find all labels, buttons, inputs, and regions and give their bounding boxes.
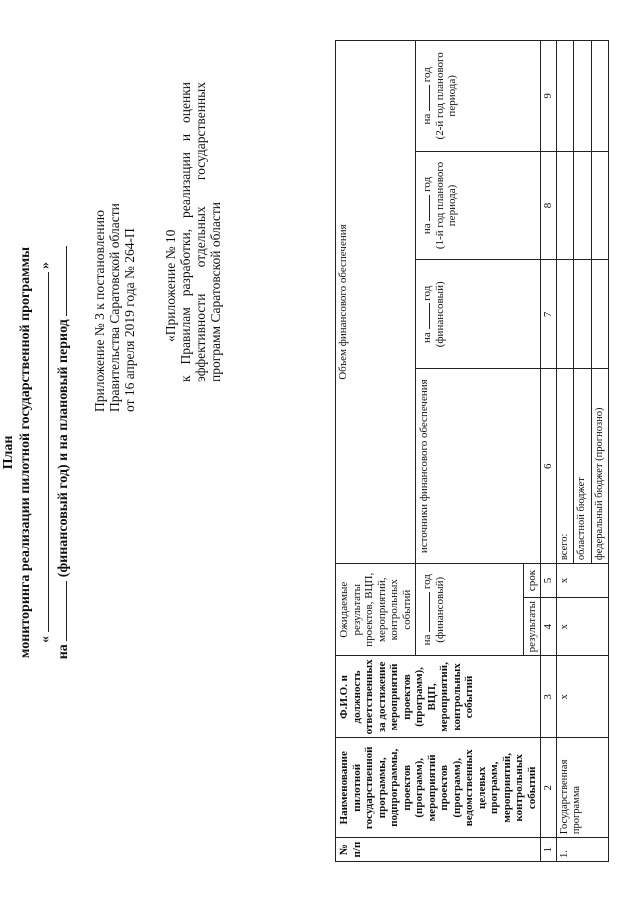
year-suffix: год xyxy=(421,176,433,192)
row-num: 1. xyxy=(556,838,609,862)
col-number: 2 xyxy=(541,738,557,838)
header-num: № п/п xyxy=(336,838,541,862)
year-note: (1-й год планового периода) xyxy=(433,161,458,250)
value-cell xyxy=(556,151,574,260)
table-row xyxy=(556,41,574,862)
col-number: 4 xyxy=(541,597,557,655)
row-results: х xyxy=(556,597,609,655)
document-title xyxy=(0,0,72,905)
header-deadline: срок xyxy=(523,564,541,598)
appendix-line: Правительства Саратовской области xyxy=(107,203,122,412)
title-line: мониторинга реализации пилотной государственной программы xyxy=(18,246,33,659)
year-suffix: год xyxy=(421,67,433,83)
period-prefix: на xyxy=(56,644,71,660)
year-blank xyxy=(418,85,430,111)
rules-header xyxy=(163,82,223,382)
year-prefix: на xyxy=(421,332,433,343)
rules-line: к Правилам разработки, реализации и оценки xyxy=(178,82,193,382)
year-note: (финансовый) xyxy=(433,281,446,348)
col-number: 5 xyxy=(541,564,557,598)
col-number: 8 xyxy=(541,151,557,260)
row-fio: х xyxy=(556,656,609,738)
col-number: 3 xyxy=(541,656,557,738)
rules-line: программ Саратовской области xyxy=(208,202,223,382)
header-name: Наименование пилотной государственной программы, подпрограммы, проектов (программ), мероприятий проектов (программ), ведомственных целевых программ, мероприятий, контрольных событий xyxy=(336,738,541,838)
year-suffix: год xyxy=(421,574,433,590)
value-cell xyxy=(591,41,609,152)
year-prefix: на xyxy=(421,634,433,646)
header-results: результаты xyxy=(523,597,541,655)
rules-line: эффективности отдельных государственных xyxy=(193,82,208,382)
period-line xyxy=(54,0,72,905)
program-name-line xyxy=(36,0,54,905)
open-quote: « xyxy=(38,636,53,643)
header-year-2 xyxy=(416,41,541,152)
appendix-line: Приложение № 3 к постановлению xyxy=(92,210,107,412)
header-row xyxy=(336,41,416,862)
appendix-header xyxy=(92,203,137,412)
header-expected-year xyxy=(416,564,524,656)
value-cell xyxy=(556,260,574,369)
year-prefix: на xyxy=(421,113,433,125)
program-name-blank xyxy=(36,273,49,633)
year-blank xyxy=(418,592,430,632)
value-cell xyxy=(591,151,609,260)
year-note: (финансовый) xyxy=(433,576,446,643)
col-number: 6 xyxy=(541,369,557,564)
year-note: (2-й год планового периода) xyxy=(433,52,458,140)
header-expected: Ожидаемые результаты проектов, ВЦП, мероприятий, контрольных событий xyxy=(336,564,416,656)
header-fio: Ф.И.О. и должность ответственных за достижение мероприятий проектов (программ), ВЦП, мероприятий, контрольных событий xyxy=(336,656,541,738)
source-total: всего: xyxy=(556,369,574,564)
value-cell xyxy=(574,260,592,369)
header-funding: Объем финансового обеспечения xyxy=(336,41,416,564)
year-suffix: год xyxy=(421,285,433,301)
appendix-line: от 16 апреля 2019 года № 264-П xyxy=(122,228,137,412)
rules-line: «Приложение № 10 xyxy=(163,229,178,342)
col-number: 9 xyxy=(541,41,557,152)
value-cell xyxy=(591,260,609,369)
source-regional: областной бюджет xyxy=(574,369,592,564)
row-deadline: х xyxy=(556,564,609,598)
header-year-1 xyxy=(416,151,541,260)
year-blank xyxy=(54,581,67,641)
header-sources: источники финансового обеспечения xyxy=(416,369,541,564)
column-number-row xyxy=(541,41,557,862)
value-cell xyxy=(574,41,592,152)
close-quote: » xyxy=(38,262,53,269)
period-text: (финансовый год) и на плановый период xyxy=(56,319,71,578)
row-name: Государственная программа xyxy=(556,738,609,838)
header-year-fin xyxy=(416,260,541,369)
value-cell xyxy=(556,41,574,152)
col-number: 7 xyxy=(541,260,557,369)
col-number: 1 xyxy=(541,838,557,862)
value-cell xyxy=(574,151,592,260)
year-blank xyxy=(418,303,430,329)
monitoring-plan-table xyxy=(335,40,609,862)
title-line: План xyxy=(1,435,16,470)
source-federal: федеральный бюджет (прогнозно) xyxy=(591,369,609,564)
year-prefix: на xyxy=(421,223,433,235)
period-blank xyxy=(54,246,67,316)
year-blank xyxy=(418,195,430,221)
